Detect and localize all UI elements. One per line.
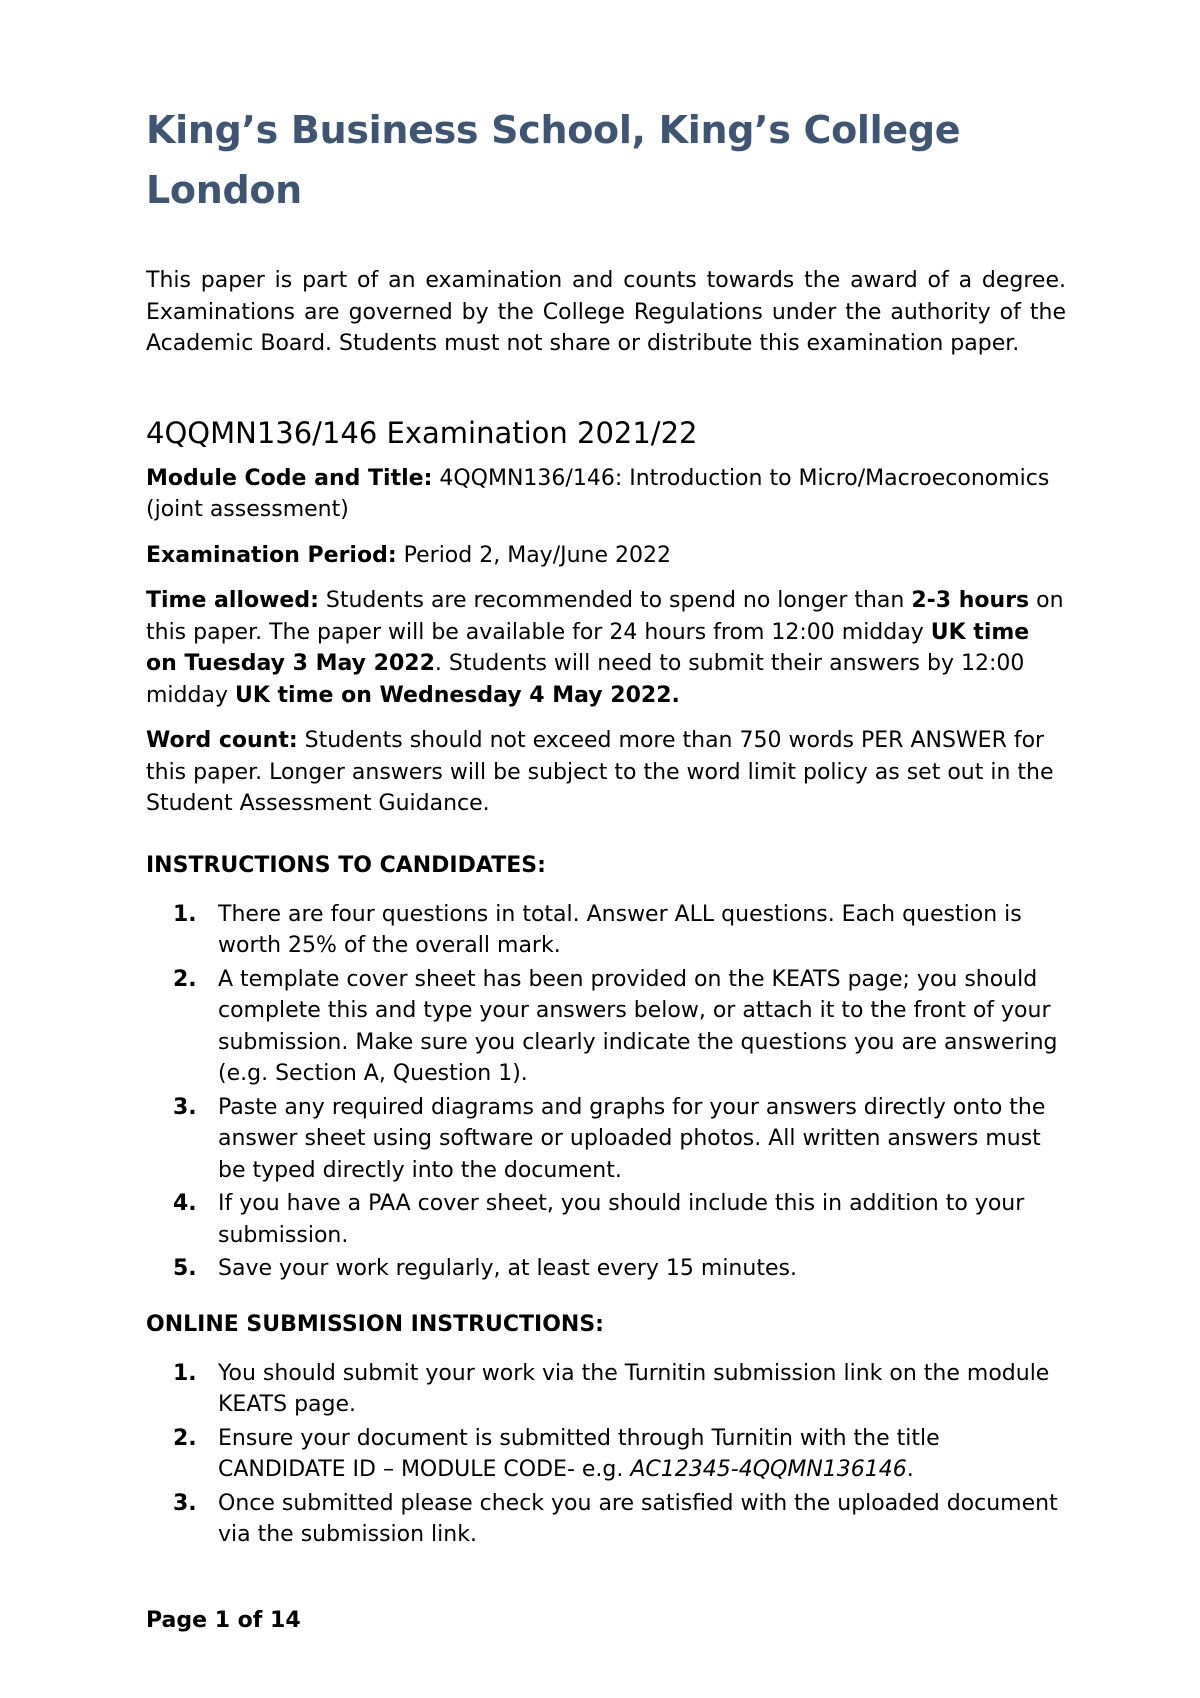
- list-item: [146, 899, 1066, 962]
- exam-period-value: Period 2, May/June 2022: [396, 542, 671, 568]
- list-item-text: There are four questions in total. Answer ALL questions. Each question is worth 25% of the overall mark.: [218, 901, 1022, 958]
- list-item-text: Save your work regularly, at least every 15 minutes.: [218, 1256, 797, 1281]
- word-count-paragraph: [146, 725, 1066, 820]
- list-number: 2.: [173, 966, 197, 992]
- exam-period-label: Examination Period:: [146, 542, 397, 568]
- module-code-paragraph: [146, 463, 1066, 526]
- page-title: King’s Business School, King’s College London: [146, 108, 961, 212]
- time-text-3: . Students will need to submit their answers by 12:00 midday: [146, 651, 1025, 708]
- list-number: 3.: [173, 1094, 197, 1120]
- time-bold-1: 2-3 hours: [911, 588, 1030, 613]
- example-id: AC12345-4QQMN136146: [630, 1457, 907, 1482]
- time-text-2: on this paper. The paper will be available for 24 hours from 12:00 midday: [146, 588, 1064, 645]
- list-number: 1.: [173, 901, 197, 927]
- list-item-text: Paste any required diagrams and graphs for your answers directly onto the answer sheet using software or uploaded photos. All written answers must be typed directly into the document.: [218, 1094, 1046, 1183]
- time-allowed-label: Time allowed:: [146, 588, 319, 613]
- list-item-text: Ensure your document is submitted through Turnitin with the title CANDIDATE ID – MODULE CODE- e.g.: [218, 1425, 940, 1482]
- time-bold-2: UK time on Tuesday 3 May 2022: [146, 619, 1030, 676]
- exam-period-paragraph: [146, 540, 1066, 572]
- intro-paragraph: This paper is part of an examination and counts towards the award of a degree. Examinations are governed by the College Regulations under the authority of the Academic Board. Students must not share or distribute this examination paper.: [146, 268, 1066, 356]
- list-item-text: You should submit your work via the Turnitin submission link on the module KEATS page.: [218, 1360, 1050, 1417]
- online-submission-list: [146, 1358, 1066, 1551]
- time-allowed-paragraph: [146, 585, 1066, 711]
- time-text-4: .: [671, 682, 680, 708]
- instructions-heading: INSTRUCTIONS TO CANDIDATES:: [146, 852, 546, 878]
- word-count-value: Students should not exceed more than 750 words PER ANSWER for this paper. Longer answers will be subject to the word limit policy as set out in the Student Assessment Guidance.: [146, 728, 1054, 816]
- list-item: [146, 1253, 1066, 1285]
- time-text-1: Students are recommended to spend no longer than: [318, 588, 912, 613]
- online-submission-heading: ONLINE SUBMISSION INSTRUCTIONS:: [146, 1311, 604, 1337]
- list-item: [146, 1423, 1066, 1486]
- module-code-label: Module Code and Title:: [146, 465, 433, 491]
- exam-heading: 4QQMN136/146 Examination 2021/22: [146, 415, 698, 450]
- list-item-text: If you have a PAA cover sheet, you should include this in addition to your submission.: [218, 1191, 1025, 1248]
- document-page: [146, 100, 1066, 1553]
- list-number: 2.: [173, 1425, 197, 1451]
- module-code-value: 4QQMN136/146: Introduction to Micro/Macroeconomics (joint assessment): [146, 465, 1050, 522]
- word-count-label: Word count:: [146, 728, 298, 753]
- instructions-list: [146, 899, 1066, 1285]
- list-item-text: Once submitted please check you are satisfied with the uploaded document via the submission link.: [218, 1490, 1058, 1547]
- list-item: [146, 1188, 1066, 1251]
- list-item: [146, 1358, 1066, 1421]
- list-item-text: A template cover sheet has been provided on the KEATS page; you should complete this and type your answers below, or attach it to the front of your submission. Make sure you clearly indicate the questions you are answering (e.g. Section A, Question 1).: [218, 966, 1058, 1086]
- list-number: 5.: [173, 1256, 197, 1281]
- page-number: Page 1 of 14: [146, 1608, 301, 1633]
- list-item: [146, 1488, 1066, 1551]
- list-number: 4.: [173, 1191, 197, 1216]
- list-item: [146, 964, 1066, 1090]
- list-item: [146, 1092, 1066, 1187]
- list-number: 3.: [173, 1490, 197, 1516]
- time-bold-3: UK time on Wednesday 4 May 2022: [234, 682, 672, 708]
- list-number: 1.: [173, 1360, 197, 1386]
- list-item-end: .: [906, 1457, 914, 1482]
